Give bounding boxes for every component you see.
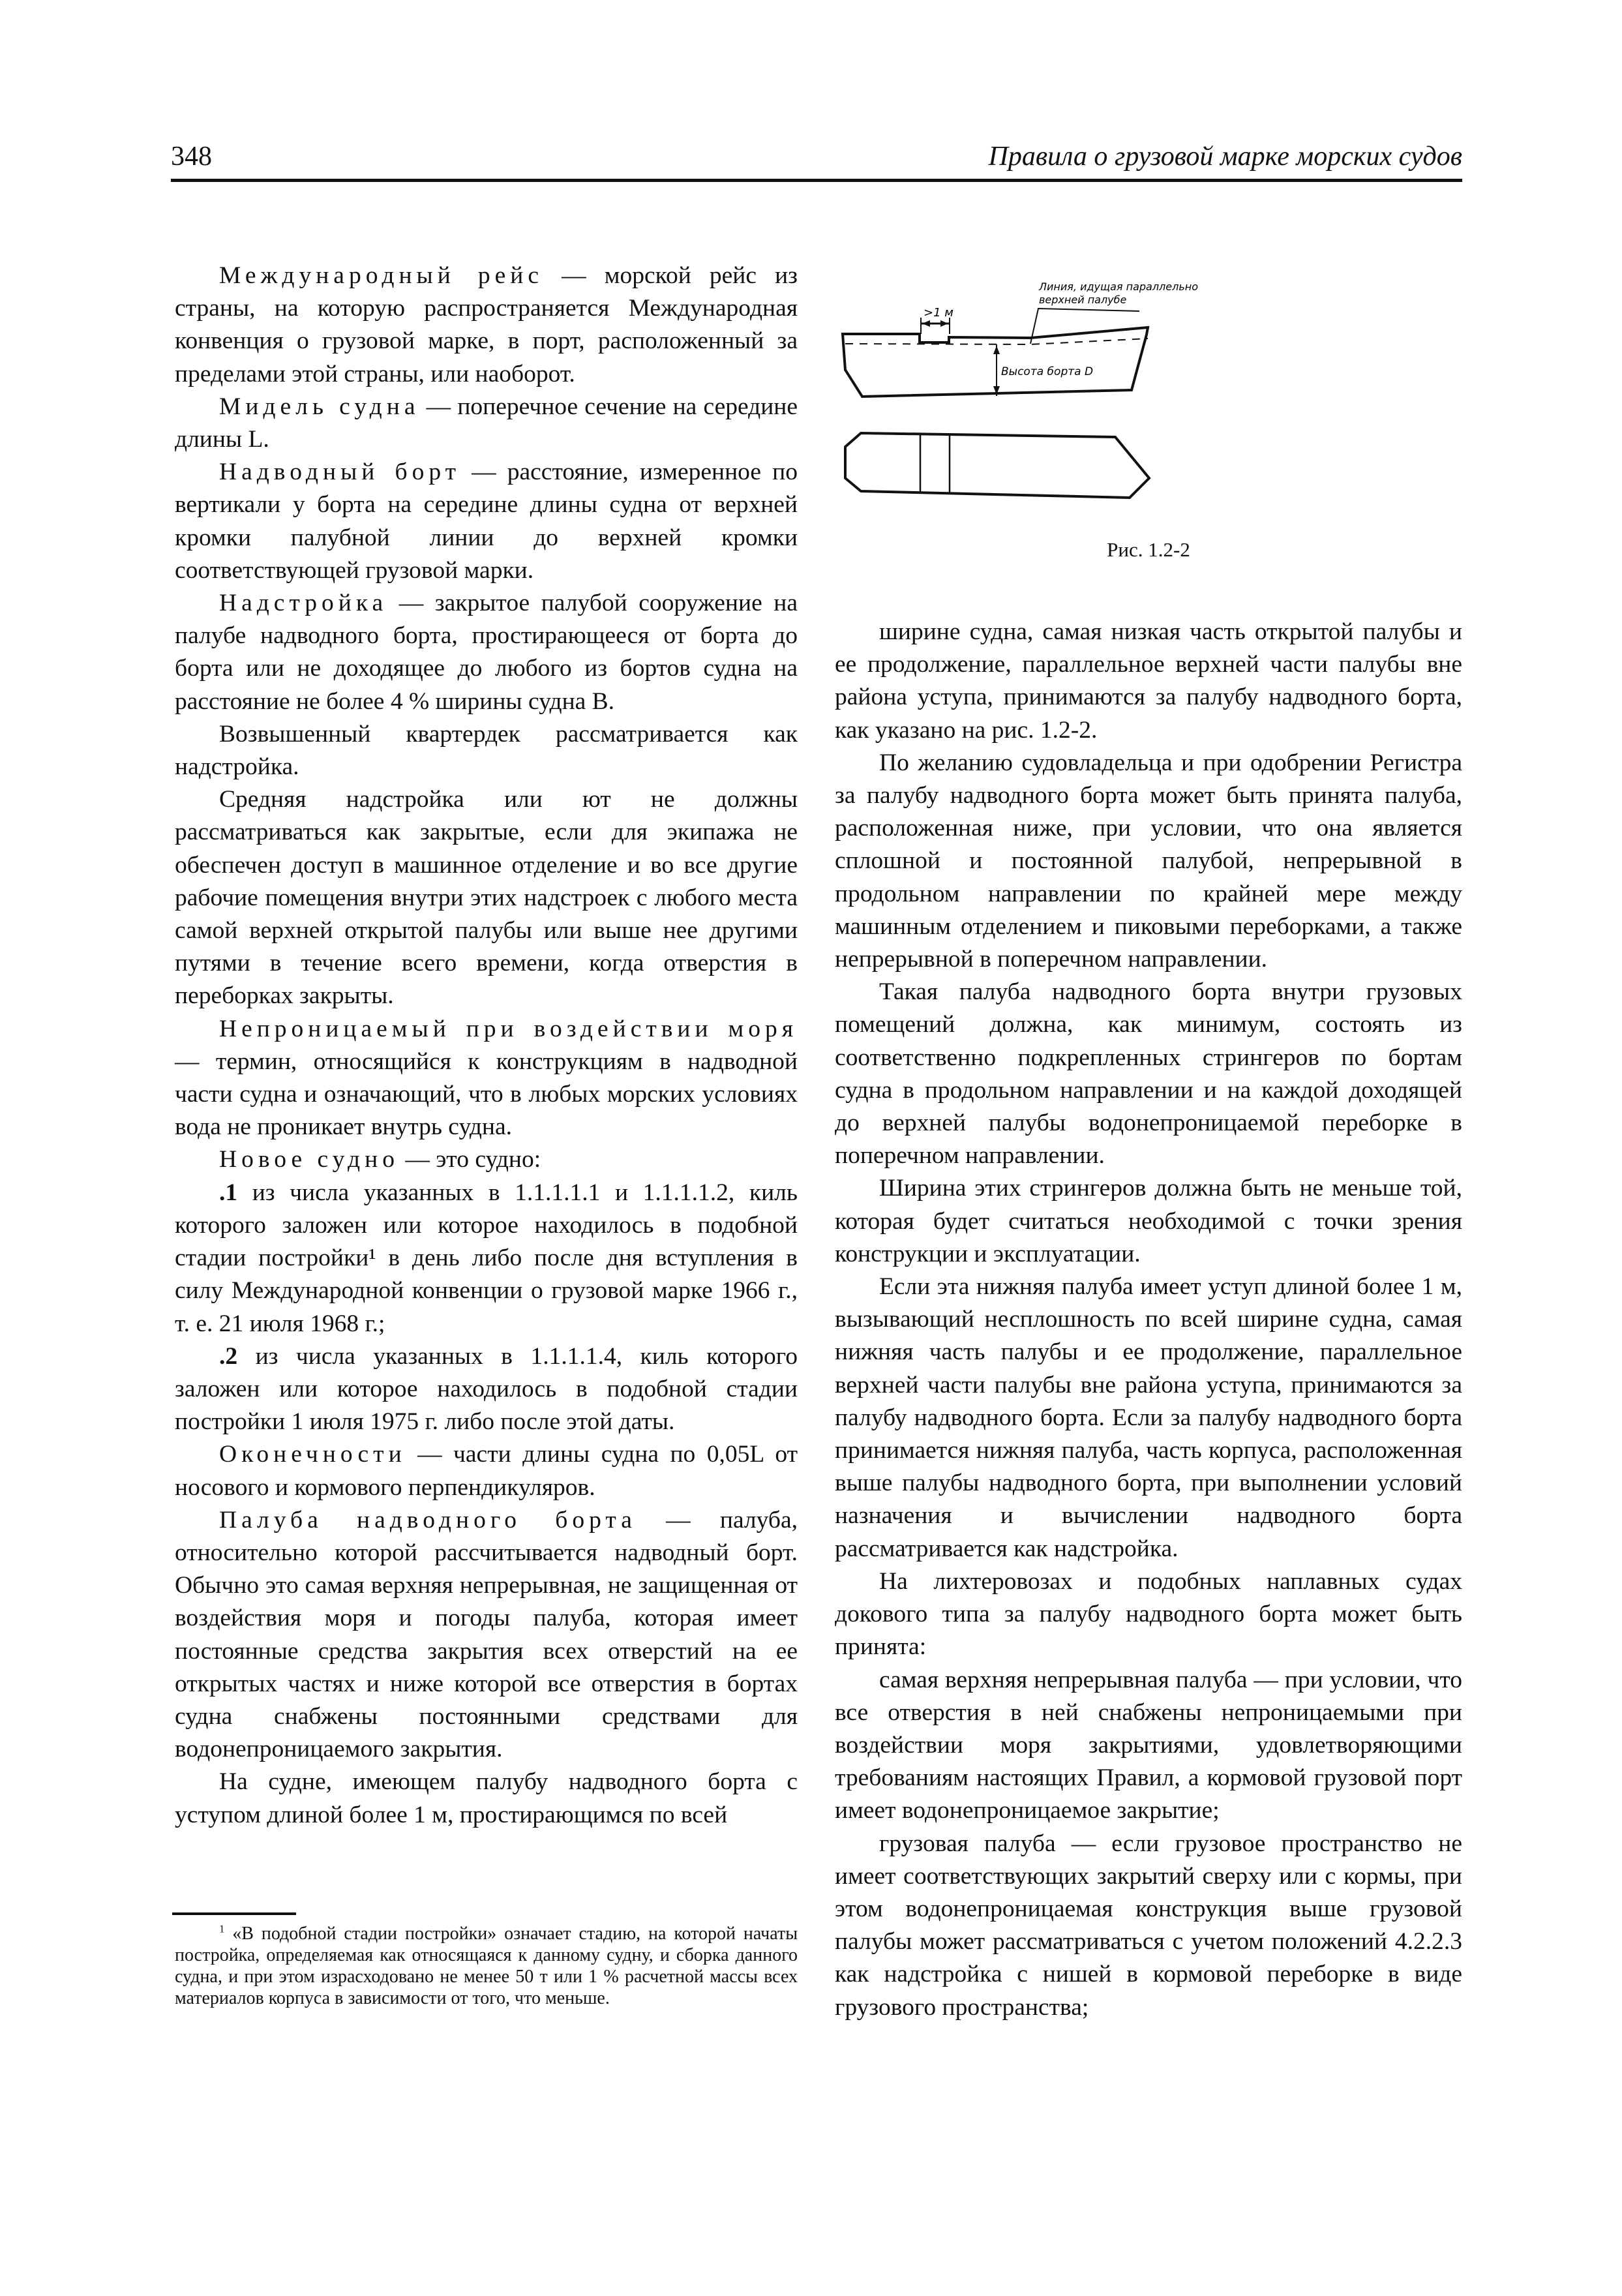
page-number: 348 [171,142,212,172]
dimension-arrows [922,320,1000,395]
paragraph [835,1828,1462,2024]
paragraph-text: — морской рейс из страны, на которую распространяется Международная конвенция о грузовой марке, в порт, расположенный за пределами этой страны, или наоборот. [175,262,798,387]
paragraph-text: На судне, имеющем палубу надводного борта с уступом длиной более 1 м, простирающимся по всей [175,1768,798,1828]
parallel-line-label-1: Линия, идущая параллельно [1039,280,1199,293]
term: Непроницаемый при воздействии моря [219,1015,798,1042]
paragraph [175,391,798,456]
paragraph [835,1565,1462,1664]
left-column [175,260,798,1832]
paragraph-text: самая верхняя непрерывная палуба — при условии, что все отверстия в ней снабжены непроницаемыми при воздействии моря закрытиями, удовлетворяющими требованиям настоящих Правил, а кормовой грузовой порт имеет водонепроницаемое закрытие; [835,1666,1462,1824]
paragraph-text: — палуба, относительно которой рассчитывается надводный борт. Обычно это самая верхняя непрерывная, не защищенная от воздействия моря и погоды палуба, которая имеет постоянные средства закрытия всех отверстий на ее открытых частях и ниже которой все отверстия в бортах судна снабжены постоянными средствами для водонепроницаемого закрытия. [175,1506,798,1763]
paragraph [175,1438,798,1503]
paragraph-text: ширине судна, самая низкая часть открытой палубы и ее продолжение, параллельное верхней части палубы вне района уступа, принимаются за палубу надводного борта, как указано на рис. 1.2-2. [835,618,1462,744]
right-column [835,616,1462,2024]
paragraph [835,1271,1462,1565]
paragraph-text: По желанию судовладельца и при одобрении Регистра за палубу надводного борта может быть принята палуба, расположенная ниже, при условии, что она является сплошной и постоянной палубой, непрерывной в продольном направлении по крайней мере между машинным отделением и пиковыми переборками, а также непрерывной в поперечном направлении. [835,749,1462,973]
footnote-marker: 1 [219,1922,225,1935]
term: Международный рейс [219,262,544,289]
term: Надводный борт [219,459,460,486]
paragraph-text: — поперечное сечение на середине длины L. [175,393,798,453]
paragraph-text: Ширина этих стрингеров должна быть не меньше той, которая будет считаться необходимой с точки зрения конструкции и эксплуатации. [835,1175,1462,1267]
paragraph [175,1013,798,1144]
parallel-line-label-2: верхней палубе [1039,294,1127,306]
paragraph [835,616,1462,747]
paragraph-text: — расстояние, измеренное по вертикали у борта на середине длины судна от верхней кромки палубной линии до верхней кромки соответствующей грузовой марки. [175,459,798,584]
paragraph [835,976,1462,1172]
term: Палуба надводного борта [219,1506,637,1533]
paragraph-text: — это судно: [398,1146,541,1173]
paragraph-text: — закрытое палубой сооружение на палубе надводного борта, простирающееся от борта до борта или не доходящее до любого из бортов судна на расстояние не более 4 % ширины судна B. [175,590,798,715]
paragraph [175,1177,798,1340]
step-length-label: >1 м [924,306,954,320]
paragraph-text: грузовая палуба — если грузовое пространство не имеет соответствующих закрытий сверху или с кормы, при этом водонепроницаемая конструкция выше грузовой палубы может рассматриваться с учетом положений 4.2.2.3 как надстройка с нишей в кормовой переборке в виде грузового пространства; [835,1830,1462,2021]
footnote-rule [172,1912,296,1915]
paragraph [175,260,798,391]
running-title: Правила о грузовой марке морских судов [988,142,1462,172]
depth-label: Высота борта D [1001,365,1094,378]
paragraph [175,1340,798,1439]
paragraph [175,718,798,783]
figure-1-2-2 [835,258,1462,584]
paragraph-text: Такая палуба надводного борта внутри грузовых помещений должна, как минимум, состоять из соответственно подкрепленных стрингеров по бортам судна в продольном направлении и на каждой доходящей до верхней палубы водонепроницаемой переборке в поперечном направлении. [835,978,1462,1170]
footnote [175,1923,798,2009]
term: .2 [219,1342,238,1370]
figure-caption: Рис. 1.2-2 [1107,538,1190,561]
term: Новое судно [219,1146,399,1173]
ship-diagram [835,258,1462,532]
paragraph-text: Если эта нижняя палуба имеет уступ длиной более 1 м, вызывающий несплошность по всей ширине судна, самая нижняя часть палубы и ее продолжение, параллельное верхней части палубы вне района уступа, принимаются за палубу надводного борта. Если за палубу надводного борта принимается нижняя палуба, часть корпуса, расположенная выше палубы надводного борта, при выполнении условий назначения и вычислении надводного борта рассматривается как надстройка. [835,1273,1462,1562]
paragraph [175,783,798,1012]
paragraph [175,1766,798,1831]
paragraph [175,1143,798,1176]
paragraph-text: — термин, относящийся к конструкциям в надводной части судна и означающий, что в любых морских условиях вода не проникает внутрь судна. [175,1048,798,1141]
paragraph-text: Средняя надстройка или ют не должны рассматриваться как закрытые, если для экипажа не обеспечен доступ в машинное отделение и во все другие рабочие помещения внутри этих надстроек с любого места самой верхней открытой палубы или выше нее другими путями в течение всего времени, когда отверстия в переборках закрыты. [175,786,798,1010]
paragraph [835,1172,1462,1271]
page-header [171,138,1462,182]
term: Мидель судна [219,393,420,420]
paragraph-text: из числа указанных в 1.1.1.1.1 и 1.1.1.1.2, киль которого заложен или которое находилось в подобной стадии постройки¹ в день либо после дня вступления в силу Международной конвенции о грузовой марке 1966 г., т. е. 21 июля 1968 г.; [175,1179,798,1337]
paragraph [175,587,798,718]
paragraph-text: Возвышенный квартердек рассматривается как надстройка. [175,720,798,781]
paragraph [175,456,798,587]
paragraph [835,747,1462,976]
paragraph [835,1664,1462,1828]
paragraph-text: из числа указанных в 1.1.1.1.4, киль которого заложен или которое находилось в подобной стадии постройки 1 июля 1975 г. либо после этой даты. [175,1342,798,1436]
paragraph-text: — части длины судна по 0,05L от носового и кормового перпендикуляров. [175,1441,798,1501]
term: .1 [219,1179,238,1206]
term: Надстройка [219,590,388,617]
paragraph-text: На лихтеровозах и подобных наплавных судах докового типа за палубу надводного борта может быть принята: [835,1567,1462,1661]
paragraph [175,1504,798,1766]
footnote-text: «В подобной стадии постройки» означает стадию, на которой начаты постройка, определяемая как относящаяся к данному судну, и сборка данного судна, и при этом израсходовано не менее 50 т или 1 % расчетной массы всех материалов корпуса в зависимости от того, что меньше. [175,1924,798,2008]
term: Оконечности [219,1441,406,1468]
